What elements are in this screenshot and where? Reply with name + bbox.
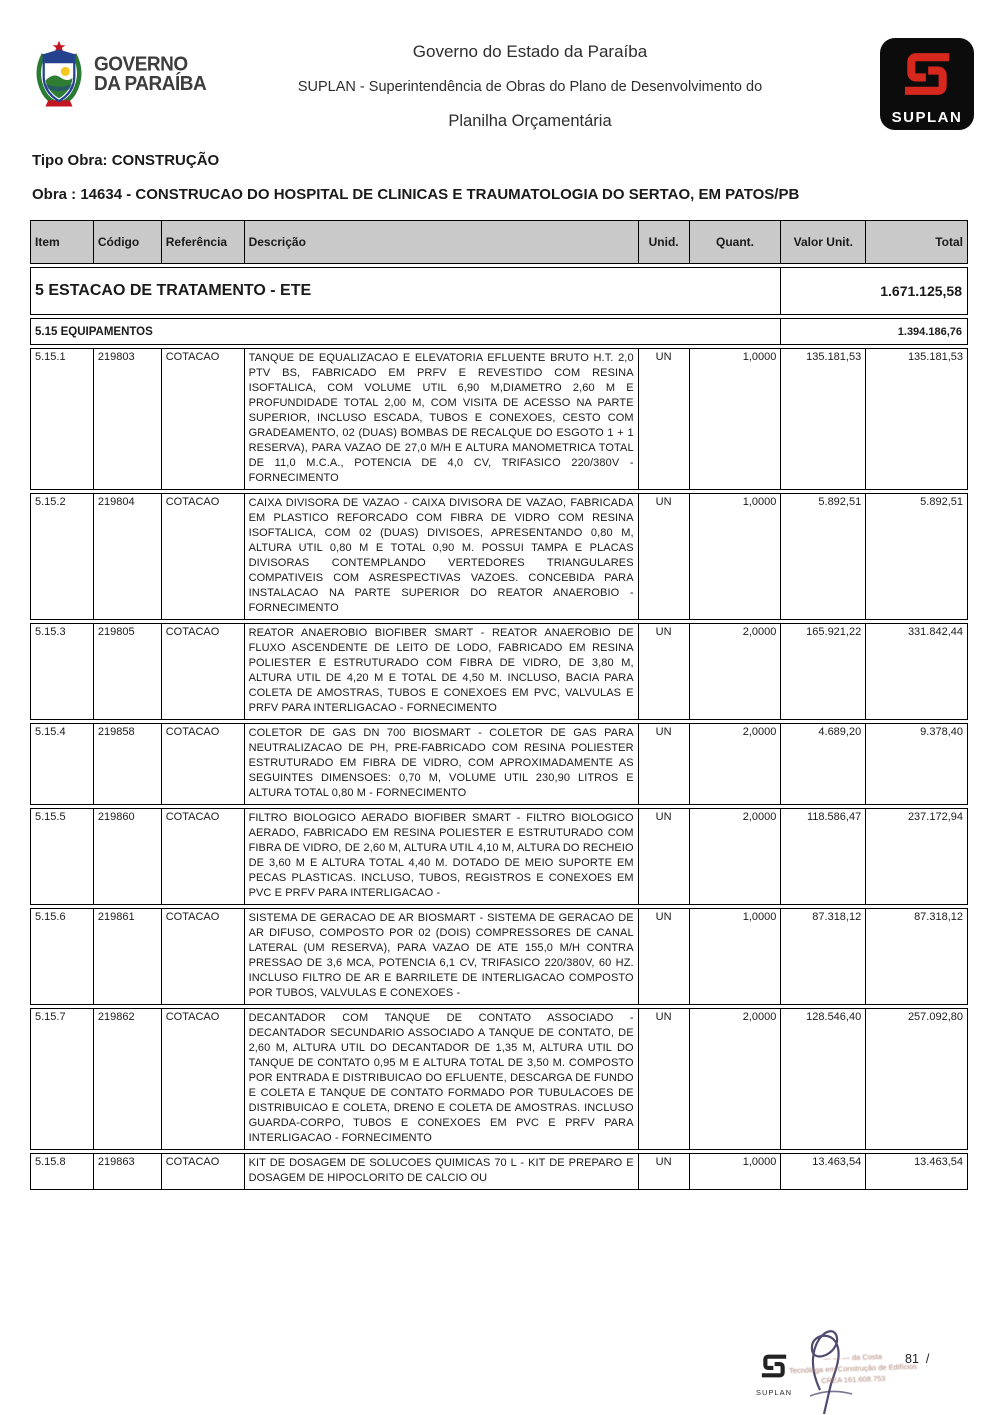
footer-suplan-label: SUPLAN	[755, 1388, 792, 1397]
document-title: Planilha Orçamentária	[448, 112, 612, 130]
cell-codigo: 219860	[93, 809, 161, 904]
cell-item: 5.15.7	[35, 1011, 66, 1023]
cell-referencia: COTACAO	[161, 349, 244, 489]
table-row	[30, 1153, 968, 1190]
cell-valor-unit: 128.546,40	[780, 1009, 865, 1149]
suplan-logo-label: SUPLAN	[891, 109, 963, 126]
org-title: Governo do Estado da Paraíba	[412, 42, 648, 61]
subsection-row	[30, 318, 968, 345]
cell-unid: UN	[638, 1154, 689, 1189]
cell-total: 257.092,80	[865, 1009, 967, 1149]
cell-valor-unit: 5.892,51	[780, 494, 865, 619]
cell-referencia: COTACAO	[161, 1009, 244, 1149]
gov-logo-line1: GOVERNO	[94, 53, 188, 77]
cell-item: 5.15.8	[35, 1156, 66, 1168]
cell-total: 5.892,51	[865, 494, 967, 619]
cell-item: 5.15.6	[35, 911, 66, 923]
stamp-line1: — — — da Costa	[823, 1351, 883, 1364]
cell-quant: 1,0000	[689, 349, 781, 489]
cell-item: 5.15.3	[35, 626, 66, 638]
cell-descricao: FILTRO BIOLOGICO AERADO BIOFIBER SMART - FILTRO BIOLOGICO AERADO, FABRICADO EM RESINA POLIESTER E ESTRUTURADO COM FIBRA DE VIDRO, DE 2,60 M, ALTURA UTIL 4,10 M, ALTURA DO RECHEIO DE 3,60 M E ALTURA TOTAL 4,40 M. DOTADO DE MEIO SUPORTE EM PECAS PLASTICAS. INCLUSO, TUBOS, REGISTROS E CONEXOES EM PVC E PRFV PARA INTERLIGACAO -	[244, 809, 638, 904]
cell-unid: UN	[638, 494, 689, 619]
col-header-unid: Unid.	[638, 221, 689, 263]
table-row	[30, 723, 968, 805]
cell-referencia: COTACAO	[161, 809, 244, 904]
table-row	[30, 1008, 968, 1150]
cell-unid: UN	[638, 909, 689, 1004]
cell-referencia: COTACAO	[161, 909, 244, 1004]
col-header-referencia: Referência	[161, 221, 244, 263]
cell-valor-unit: 13.463,54	[780, 1154, 865, 1189]
cell-unid: UN	[638, 1009, 689, 1149]
cell-quant: 2,0000	[689, 809, 781, 904]
cell-quant: 2,0000	[689, 624, 781, 719]
cell-codigo: 219803	[93, 349, 161, 489]
cell-referencia: COTACAO	[161, 624, 244, 719]
budget-table	[30, 220, 968, 1193]
table-header-row	[30, 220, 968, 264]
cell-unid: UN	[638, 624, 689, 719]
table-row	[30, 808, 968, 905]
cell-descricao: CAIXA DIVISORA DE VAZAO - CAIXA DIVISORA DE VAZAO, FABRICADA EM PLASTICO REFORCADO COM FIBRA DE VIDRO COM RESINA ISOFTALICA, COM 02 (DUAS) DIVISOES, APRESENTANDO 0,80 M, ALTURA UTIL 0,80 M E TOTAL 0,90 M. POSSUI TAMPA E PLACAS DIVISORAS CONTEMPLANDO VERTEDORES TRIANGULARES COMPATIVEIS COM ASRESPECTIVAS VAZOES. CONCEBIDA PARA INSTALACAO NA PARTE SUPERIOR DO REATOR ANAEROBIO - FORNECIMENTO	[244, 494, 638, 619]
cell-codigo: 219805	[93, 624, 161, 719]
cell-descricao: DECANTADOR COM TANQUE DE CONTATO ASSOCIADO - DECANTADOR SECUNDARIO ASSOCIADO A TANQUE DE CONTATO, DE 2,60 M, ALTURA UTIL DO DECANTADOR DE 1,35 M, ALTURA UTIL DO TANQUE DE CONTATO 0,95 M E ALTURA TOTAL DE 3,50 M. COMPOSTO POR ENTRADA E DISTRIBUICAO DO EFLUENTE, DESCARGA DE FUNDO E COLETA E TANQUE DE CONTATO FORMADO POR TUBULACOES DE DISTRIBUICAO E COLETA, DRENO E COLETA DE AMOSTRAS. INCLUSO GUARDA-CORPO, TUBOS E CONEXOES EM PVC E PRFV PARA INTERLIGACAO - FORNECIMENTO	[244, 1009, 638, 1149]
cell-codigo: 219862	[93, 1009, 161, 1149]
col-header-descricao: Descrição	[244, 221, 638, 263]
cell-unid: UN	[638, 809, 689, 904]
table-row	[30, 493, 968, 620]
cell-quant: 2,0000	[689, 1009, 781, 1149]
subsection-total: 1.394.186,76	[780, 319, 967, 344]
cell-total: 135.181,53	[865, 349, 967, 489]
cell-total: 9.378,40	[865, 724, 967, 804]
cell-valor-unit: 135.181,53	[780, 349, 865, 489]
cell-quant: 2,0000	[689, 724, 781, 804]
stamp-line2: Tecnóloga em Construção de Edifícios	[788, 1361, 918, 1376]
cell-referencia: COTACAO	[161, 1154, 244, 1189]
col-header-item: Item	[35, 235, 60, 249]
cell-total: 87.318,12	[865, 909, 967, 1004]
cell-unid: UN	[638, 349, 689, 489]
government-logo	[32, 38, 206, 112]
gov-logo-line2: DA PARAÍBA	[94, 72, 207, 96]
tipo-obra-label: Tipo Obra: CONSTRUÇÃO	[32, 152, 220, 169]
cell-codigo: 219858	[93, 724, 161, 804]
cell-codigo: 219861	[93, 909, 161, 1004]
cell-item: 5.15.1	[35, 351, 66, 363]
subsection-label: 5.15 EQUIPAMENTOS	[35, 325, 153, 338]
section-row	[30, 267, 968, 315]
col-header-quant: Quant.	[689, 221, 781, 263]
table-row	[30, 623, 968, 720]
section-label: 5 ESTACAO DE TRATAMENTO - ETE	[35, 282, 312, 299]
stamp-line3: CREA 161.608.753	[821, 1373, 886, 1386]
table-row	[30, 348, 968, 490]
table-body	[30, 348, 968, 1190]
col-header-total: Total	[865, 221, 967, 263]
page-number: 81 /	[905, 1352, 930, 1366]
cell-item: 5.15.4	[35, 726, 66, 738]
paraiba-crest-icon	[32, 38, 86, 112]
cell-valor-unit: 165.921,22	[780, 624, 865, 719]
col-header-valor-unit: Valor Unit.	[780, 221, 865, 263]
cell-quant: 1,0000	[689, 494, 781, 619]
cell-quant: 1,0000	[689, 1154, 781, 1189]
cell-descricao: REATOR ANAEROBIO BIOFIBER SMART - REATOR ANAEROBIO DE FLUXO ASCENDENTE DE LEITO DE LODO, FABRICADO EM RESINA POLIESTER E ESTRUTURADO COM FIBRA DE VIDRO, DE 3,80 M, ALTURA UTIL DE 4,20 M E TOTAL DE 4,50 M. INCLUSO, BACIA PARA COLETA DE AMOSTRAS, TUBOS E CONEXOES EM PVC, VALVULAS E PRFV PARA INTERLIGACAO - FORNECIMENTO	[244, 624, 638, 719]
section-total: 1.671.125,58	[780, 268, 967, 314]
cell-codigo: 219863	[93, 1154, 161, 1189]
cell-valor-unit: 4.689,20	[780, 724, 865, 804]
cell-descricao: TANQUE DE EQUALIZACAO E ELEVATORIA EFLUENTE BRUTO H.T. 2,0 PTV BS, FABRICADO EM PRFV E REVESTIDO COM RESINA ISOFTALICA, COM VOLUME UTIL 6,90 M,DIAMETRO 2,60 M E PROFUNDIDADE TOTAL 2,00 M, COM VISITA DE ACESSO NA PARTE SUPERIOR, INCLUSO ESCADA, TUBOS E CONEXOES, CESTO COM GRADEAMENTO, 02 (DUAS) BOMBAS DE RECALQUE DO ESGOTO 1 + 1 RESERVA), PARA VAZAO DE 27,0 M/H E ALTURA MANOMETRICA TOTAL DE 11,0 M.C.A., POTENCIA DE 4,0 CV, TRIFASICO 220/380V - FORNECIMENTO	[244, 349, 638, 489]
cell-descricao: SISTEMA DE GERACAO DE AR BIOSMART - SISTEMA DE GERACAO DE AR DIFUSO, COMPOSTO POR 02 (DOIS) COMPRESSORES DE CANAL LATERAL (UM RESERVA), PARA VAZAO DE ATE 155,0 M/H CONTRA PRESSAO DE 3,6 MCA, POTENCIA 6,1 CV, TRIFASICO 220/380V, 60 HZ. INCLUSO FILTRO DE AR E BARRILETE DE INTERLIGACAO COMPOSTO POR TUBOS, VALVULAS E CONEXOES -	[244, 909, 638, 1004]
suplan-logo	[880, 38, 974, 130]
cell-referencia: COTACAO	[161, 724, 244, 804]
cell-descricao: KIT DE DOSAGEM DE SOLUCOES QUIMICAS 70 L - KIT DE PREPARO E DOSAGEM DE HIPOCLORITO DE CALCIO OU	[244, 1154, 638, 1189]
cell-valor-unit: 118.586,47	[780, 809, 865, 904]
org-subtitle: SUPLAN - Superintendência de Obras do Plano de Desenvolvimento do	[297, 79, 763, 95]
cell-descricao: COLETOR DE GAS DN 700 BIOSMART - COLETOR DE GAS PARA NEUTRALIZACAO DE PH, PRE-FABRICADO COM RESINA POLIESTER ESTRUTURADO EM FIBRA DE VIDRO, COM APROXIMADAMENTE AS SEGUINTES DIMENSOES: 0,70 M, VOLUME UTIL 230,90 LITROS E ALTURA TOTAL 0,80 M - FORNECIMENTO	[244, 724, 638, 804]
cell-item: 5.15.5	[35, 811, 66, 823]
cell-unid: UN	[638, 724, 689, 804]
cell-referencia: COTACAO	[161, 494, 244, 619]
suplan-s-icon	[897, 45, 957, 103]
cell-item: 5.15.2	[35, 496, 66, 508]
table-row	[30, 908, 968, 1005]
obra-label: Obra : 14634 - CONSTRUCAO DO HOSPITAL DE CLINICAS E TRAUMATOLOGIA DO SERTAO, EM PATOS/PB	[32, 186, 800, 203]
cell-valor-unit: 87.318,12	[780, 909, 865, 1004]
cell-total: 13.463,54	[865, 1154, 967, 1189]
cell-total: 237.172,94	[865, 809, 967, 904]
cell-codigo: 219804	[93, 494, 161, 619]
header-titles	[190, 42, 870, 131]
cell-quant: 1,0000	[689, 909, 781, 1004]
col-header-codigo: Código	[93, 221, 161, 263]
cell-total: 331.842,44	[865, 624, 967, 719]
